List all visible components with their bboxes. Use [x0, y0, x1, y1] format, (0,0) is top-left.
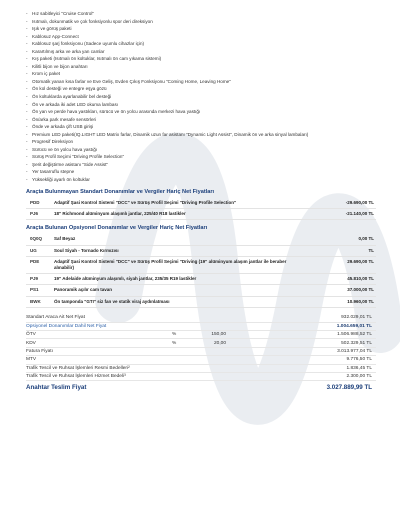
option-price — [304, 257, 376, 274]
summary-amount: 3.013.977,04 TL — [337, 348, 372, 354]
price-summary — [26, 314, 376, 393]
option-price-value: -29.690,00 — [345, 199, 368, 205]
option-price — [304, 285, 376, 296]
summary-amount: 1.506.988,52 TL — [337, 332, 372, 338]
feature-item: - Kablosuz şarj fonksiyonu (Sadece uyumlu cihazlar için) — [26, 40, 376, 48]
summary-row — [26, 356, 376, 364]
option-price — [304, 198, 376, 209]
feature-item: - Ön ve arkada iki adet LED okuma lambası — [26, 101, 376, 109]
option-row — [26, 198, 376, 209]
summary-label: MTV — [26, 357, 37, 363]
summary-row — [26, 348, 376, 356]
feature-item: - Ön koltuklarda ayarlanabilir bel desteği — [26, 93, 376, 101]
option-code: BWK — [26, 296, 54, 307]
feature-item: - Kablosuz App-Connect — [26, 33, 376, 41]
option-description: 19" Adelaide alüminyum alaşımlı, siyah jantlar, 235/35 R19 lastikler — [54, 274, 304, 285]
option-price-currency: TL — [368, 276, 374, 282]
option-code: PS1 — [26, 285, 54, 296]
feature-item: - Premium LED paketi(IQ.LIGHT LED Matrix farlar, Dinamik uzun far asistanı "Dynamic Light Assist", Dinamik ön ve arka sinyal lambaları) — [26, 131, 376, 139]
feature-item: - Ön yan ve perde hava yastıkları, sürücü ve ön yolcu arasında merkezi hava yastığı — [26, 108, 376, 116]
feature-item: - Kış paketi (Isıtmalı ön koltuklar, Isıtmalı ön cam yıkama sistemi) — [26, 55, 376, 63]
feature-item: - Sürücü ve ön yolcu hava yastığı — [26, 146, 376, 154]
option-price — [304, 245, 376, 256]
option-code: UG — [26, 245, 54, 256]
option-row — [26, 257, 376, 274]
standard-excluded-title: Araçta Bulunmayan Standart Donanımlar ve Vergiler Hariç Net Fiyatları — [26, 188, 215, 195]
feature-item: - Yer tasarruflu stepne — [26, 168, 376, 176]
option-price-currency: TL — [368, 259, 374, 265]
feature-item: - Isıtmalı, dokunmatik ve çok fonksiyonlu spor deri direksiyon — [26, 18, 376, 26]
feature-item: - Yüksekliği ayarlı ön koltuklar — [26, 176, 376, 184]
summary-row — [26, 373, 376, 381]
option-price — [304, 274, 376, 285]
option-price-currency: TL — [368, 236, 374, 242]
option-price — [304, 234, 376, 245]
option-description: Soul Siyah - Tornado Kırmızısı — [54, 245, 304, 256]
option-price-value: 45.810,00 — [347, 276, 368, 282]
option-price-currency: TL — [368, 210, 374, 216]
summary-row — [26, 339, 376, 347]
feature-item: - Şerit değiştirme asistanı "Side Assist" — [26, 161, 376, 169]
summary-label: Opsiyonel Donanımlar Dahil Net Fiyat — [26, 323, 107, 329]
summary-label: Anahtar Teslim Fiyat — [26, 384, 87, 392]
option-price-currency: TL — [368, 247, 374, 253]
feature-item: - Progresif Direksiyon — [26, 138, 376, 146]
option-price-value: 10.960,00 — [347, 298, 368, 304]
feature-item: - Sürüş Profil Seçimi "Driving Profile Selection" — [26, 153, 376, 161]
feature-item: - Otomatik yanan kısa farlar ve Eve Geliş, Evden Çıkış Fonksiyonu "Coming Home, Leaving Home" — [26, 78, 376, 86]
option-description: Adaptif Şasi Kontrol Sistemi "DCC" ve Sürüş Profil Seçimi "Driving Profile Selection" — [54, 198, 304, 209]
option-description: Ön tamponda "GTI" siz fan ve statik viraj aydınlatması — [54, 296, 304, 307]
summary-amount: 932.029,01 TL — [341, 315, 372, 321]
summary-row — [26, 314, 376, 322]
summary-amount: 1.836,45 TL — [346, 365, 372, 371]
option-description: Adaptif Şasi Kontrol Sistemi "DCC" ve Sürüş Profil Seçimi "Driving (19" alüminyum alaşım jantlar ile beraber alınabilir) — [54, 257, 304, 274]
option-description: 18" Richmond alüminyum alaşımlı jantlar, 225/40 R18 lastikler — [54, 208, 304, 219]
option-code: PJ9 — [26, 274, 54, 285]
standard-excluded-table — [26, 198, 376, 221]
option-code: 0Q0Q — [26, 234, 54, 245]
tax-rate-symbol: % — [172, 340, 177, 346]
option-price — [304, 296, 376, 307]
option-code: PDD — [26, 198, 54, 209]
option-price-currency: TL — [368, 199, 374, 205]
feature-item: - Hız sabitleyici "Cruise Control" — [26, 10, 376, 18]
option-row — [26, 296, 376, 307]
feature-item: - Ön/arka park mesafe sensörleri — [26, 116, 376, 124]
optional-included-title: Araçta Bulunan Opsiyonel Donanımlar ve Vergiler Hariç Net Fiyatları — [26, 225, 208, 232]
feature-item: - Krom iç paket — [26, 70, 376, 78]
summary-label: KDV — [26, 340, 36, 346]
option-code: PJ6 — [26, 208, 54, 219]
option-row — [26, 208, 376, 219]
feature-item: - Önde ve arkada çift USB girişi — [26, 123, 376, 131]
summary-row — [26, 323, 376, 331]
summary-amount: 2.300,00 TL — [346, 374, 372, 380]
summary-label: Trafik Tescil ve Ruhsat İşlemleri Resmi Bedelleri² — [26, 365, 130, 371]
summary-amount: 3.027.889,99 TL — [326, 384, 372, 392]
standard-features-list — [26, 10, 376, 184]
summary-label: ÖTV — [26, 332, 36, 338]
optional-included-table — [26, 234, 376, 308]
summary-amount: 502.329,51 TL — [341, 340, 372, 346]
tax-rate-symbol: % — [172, 332, 177, 338]
option-price — [304, 208, 376, 219]
feature-item: - Kilitli bijon ve bijon anahtarı — [26, 63, 376, 71]
summary-amount: 1.004.659,01 TL — [336, 323, 372, 329]
turnkey-price-row — [26, 382, 376, 393]
summary-label: Fatura Fiyatı — [26, 348, 53, 354]
option-price-value: 29.690,00 — [347, 259, 368, 265]
feature-item: - Işık ve görüş paketi — [26, 25, 376, 33]
option-row — [26, 274, 376, 285]
summary-label: Trafik Tescil ve Ruhsat İşlemleri Hizmet Bedeli³ — [26, 374, 126, 380]
feature-item: - Karartılmış arka ve arka yan camlar — [26, 48, 376, 56]
tax-rate-value: 150,00 — [211, 332, 226, 338]
tax-rate — [172, 341, 232, 346]
summary-amount: 9.776,50 TL — [346, 357, 372, 363]
summary-label: Standart Araca Ait Net Fiyat — [26, 315, 85, 321]
feature-item: - Ön kol desteği ve entegre eşya gözü — [26, 85, 376, 93]
option-price-value: 0,00 — [358, 236, 368, 242]
option-description: Panoramik açılır cam tavan — [54, 285, 304, 296]
option-code: PDE — [26, 257, 54, 274]
tax-rate-value: 20,00 — [213, 340, 226, 346]
option-row — [26, 234, 376, 245]
option-price-currency: TL — [368, 287, 374, 293]
summary-row — [26, 331, 376, 339]
option-description: Saf Beyaz — [54, 234, 304, 245]
tax-rate — [172, 332, 232, 337]
option-price-currency: TL — [368, 298, 374, 304]
summary-row — [26, 365, 376, 373]
option-price-value: -21.140,00 — [345, 210, 368, 216]
option-row — [26, 245, 376, 256]
option-row — [26, 285, 376, 296]
option-price-value: 37.000,00 — [347, 287, 368, 293]
